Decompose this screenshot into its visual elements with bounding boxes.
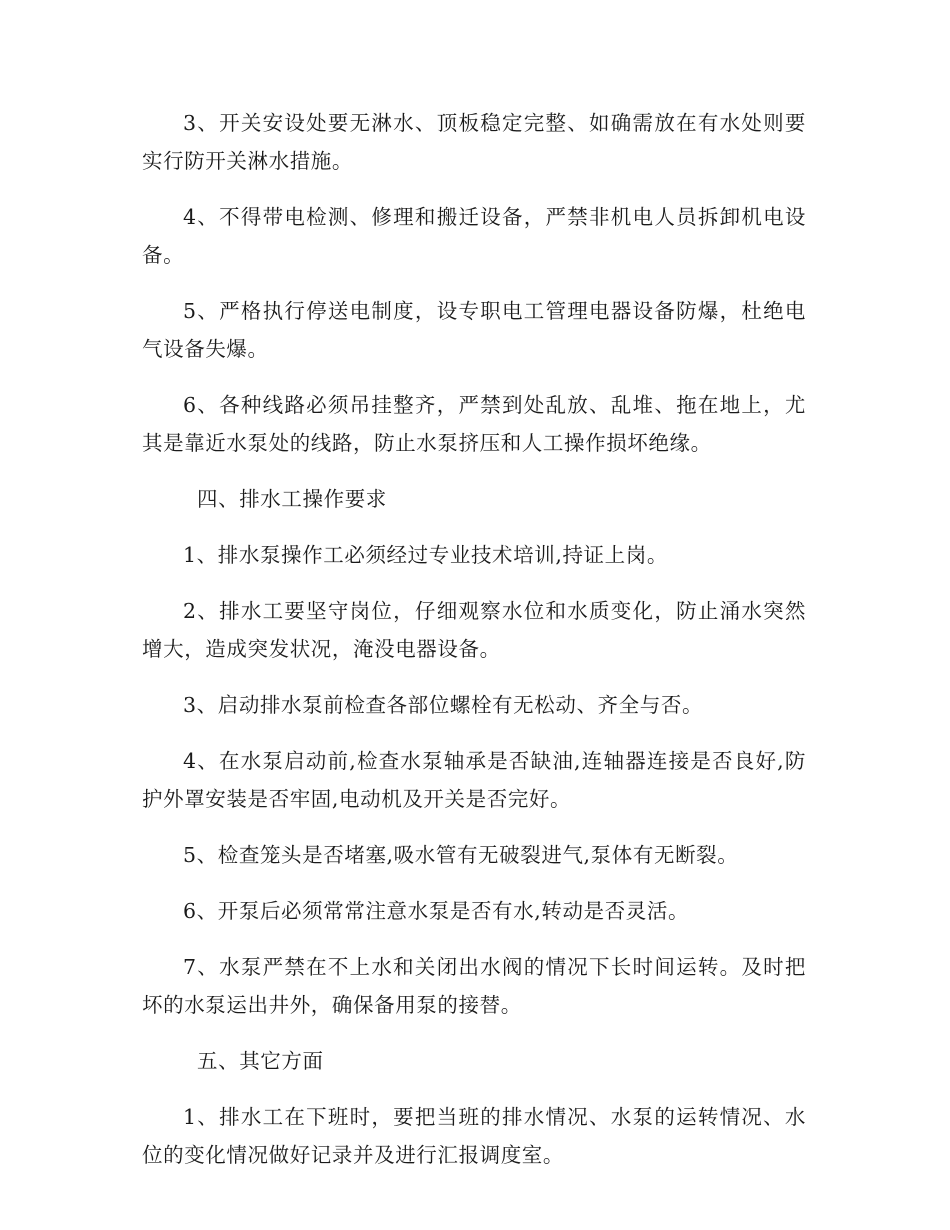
paragraph-2-stay-on-post: 2、排水工要坚守岗位，仔细观察水位和水质变化，防止涌水突然增大，造成突发状况，淹没电器设备。 bbox=[142, 599, 806, 661]
paragraph-3-switch-installation: 3、开关安设处要无淋水、顶板稳定完整、如确需放在有水处则要实行防开关淋水措施。 bbox=[142, 111, 806, 173]
paragraph-6-cable-hanging: 6、各种线路必须吊挂整齐，严禁到处乱放、乱堆、拖在地上，尤其是靠近水泵处的线路，防止水泵挤压和人工操作损坏绝缘。 bbox=[142, 393, 806, 455]
paragraph-4-pre-start-check: 4、在水泵启动前,检查水泵轴承是否缺油,连轴器连接是否良好,防护外罩安装是否牢固,电动机及开关是否完好。 bbox=[142, 749, 806, 811]
section-heading-5: 五、其它方面 bbox=[197, 1049, 324, 1073]
section-heading-4: 四、排水工操作要求 bbox=[197, 487, 387, 511]
paragraph-1-shift-report: 1、排水工在下班时，要把当班的排水情况、水泵的运转情况、水位的变化情况做好记录并及进行汇报调度室。 bbox=[142, 1105, 806, 1167]
paragraph-1-training: 1、排水泵操作工必须经过专业技术培训,持证上岗。 bbox=[183, 543, 668, 567]
paragraph-6-monitor-pump: 6、开泵后必须常常注意水泵是否有水,转动是否灵活。 bbox=[183, 899, 690, 923]
paragraph-5-power-control: 5、严格执行停送电制度，设专职电工管理电器设备防爆，杜绝电气设备失爆。 bbox=[142, 299, 806, 361]
paragraph-7-no-dry-run: 7、水泵严禁在不上水和关闭出水阀的情况下长时间运转。及时把坏的水泵运出井外，确保备用泵的接替。 bbox=[142, 955, 806, 1017]
document-body bbox=[142, 104, 806, 1192]
paragraph-4-no-live-work: 4、不得带电检测、修理和搬迁设备，严禁非机电人员拆卸机电设备。 bbox=[142, 205, 806, 267]
paragraph-5-check-strainer: 5、检查笼头是否堵塞,吸水管有无破裂进气,泵体有无断裂。 bbox=[183, 843, 739, 867]
paragraph-3-check-bolts: 3、启动排水泵前检查各部位螺栓有无松动、齐全与否。 bbox=[183, 693, 704, 717]
